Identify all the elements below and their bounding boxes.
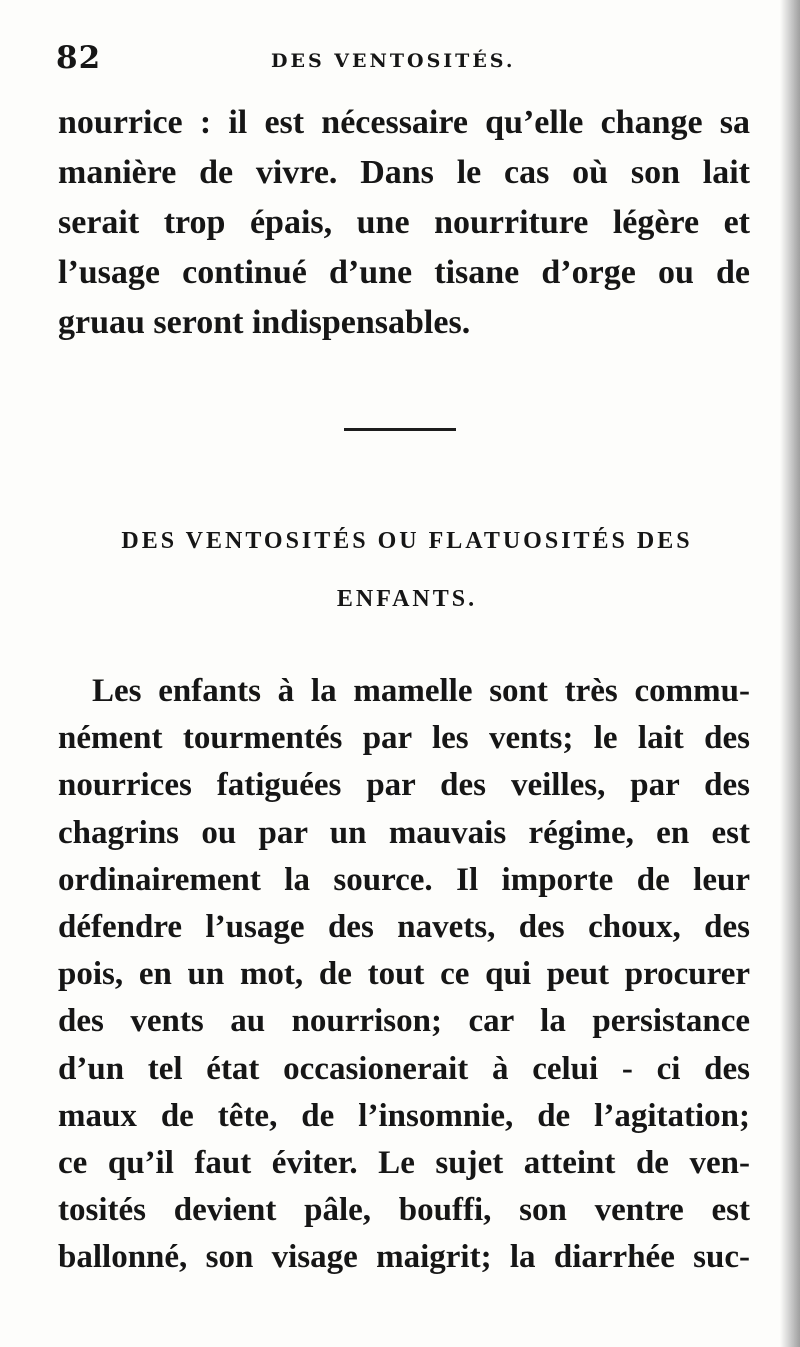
page-number: 82 bbox=[56, 40, 102, 76]
text-line: ce qu’il faut éviter. Le sujet atteint de ven- bbox=[58, 1145, 750, 1182]
text-line: gruau seront indispensables. bbox=[58, 304, 471, 341]
running-title: DES VENTOSITÉS. bbox=[271, 50, 516, 72]
text-line: Les enfants à la mamelle sont très commu- bbox=[92, 673, 750, 709]
section-title bbox=[62, 512, 752, 628]
section-title-line: ENFANTS. bbox=[336, 586, 478, 612]
text-line: ordinairement la source. Il importe de leur bbox=[58, 861, 750, 898]
continuation-paragraph bbox=[58, 98, 750, 348]
text-line: l’usage continué d’une tisane d’orge ou de bbox=[58, 254, 750, 291]
text-line: manière de vivre. Dans le cas où son lait bbox=[58, 154, 750, 191]
page-header bbox=[56, 40, 716, 92]
text-line: ballonné, son visage maigrit; la diarrhée suc- bbox=[58, 1239, 750, 1276]
text-line: maux de tête, de l’insomnie, de l’agitation; bbox=[58, 1097, 750, 1134]
text-line: d’un tel état occasionerait à celui - ci des bbox=[58, 1050, 750, 1087]
text-line: nourrice : il est nécessaire qu’elle change sa bbox=[58, 104, 750, 141]
section-divider-rule bbox=[344, 428, 456, 431]
page-edge-shadow bbox=[780, 0, 800, 1347]
text-line: nourrices fatiguées par des veilles, par des bbox=[58, 767, 750, 804]
text-line: chagrins ou par un mauvais régime, en est bbox=[58, 814, 750, 851]
text-line: des vents au nourrison; car la persistance bbox=[58, 1003, 750, 1040]
body-paragraph bbox=[58, 668, 750, 1282]
text-line: nément tourmentés par les vents; le lait des bbox=[58, 720, 750, 757]
section-title-line: DES VENTOSITÉS OU FLATUOSITÉS DES bbox=[121, 528, 693, 554]
text-line: défendre l’usage des navets, des choux, des bbox=[58, 909, 750, 946]
text-line: pois, en un mot, de tout ce qui peut procurer bbox=[58, 956, 750, 993]
text-line: tosités devient pâle, bouffi, son ventre est bbox=[58, 1192, 750, 1229]
text-line: serait trop épais, une nourriture légère et bbox=[58, 204, 750, 241]
